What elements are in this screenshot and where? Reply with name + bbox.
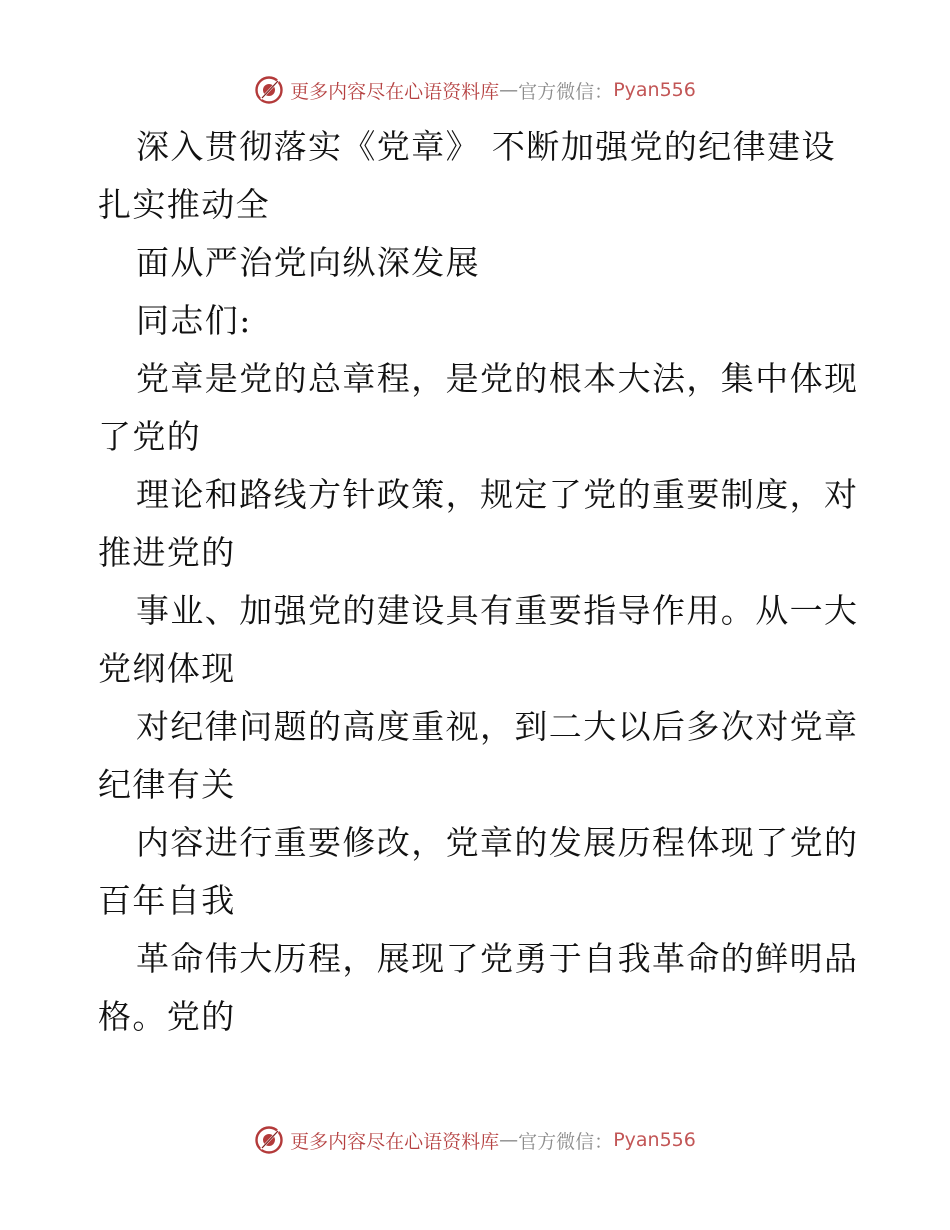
salutation: 同志们: (136, 301, 252, 340)
paragraph-line: 党纲体现 (98, 649, 236, 688)
footer-watermark (0, 1122, 950, 1158)
watermark-dash: — (499, 1129, 519, 1151)
paragraph-line: 内容进行重要修改，党章的发展历程体现了党的 (136, 823, 859, 862)
quill-seal-icon (254, 1125, 284, 1155)
watermark-wechat-label: 官方微信： (518, 1130, 614, 1153)
quill-seal-icon (254, 75, 284, 105)
document-title-line-3: 面从严治党向纵深发展 (136, 243, 480, 282)
paragraph-line: 理论和路线方针政策，规定了党的重要制度，对 (136, 475, 859, 514)
paragraph-line: 革命伟大历程，展现了党勇于自我革命的鲜明品 (136, 939, 859, 978)
paragraph-line: 事业、加强党的建设具有重要指导作用。从一大 (136, 591, 859, 630)
paragraph-line: 推进党的 (98, 533, 236, 572)
watermark-wechat-id: Pyan556 (613, 1129, 696, 1151)
paragraph-line: 了党的 (98, 417, 202, 456)
paragraph-line: 党章是党的总章程，是党的根本大法，集中体现 (136, 359, 859, 398)
document-title-line-2: 扎实推动全 (98, 185, 270, 224)
paragraph-line: 格。党的 (98, 997, 236, 1036)
paragraph-line: 百年自我 (98, 881, 236, 920)
watermark-wechat-label: 官方微信： (518, 80, 614, 103)
watermark-wechat-id: Pyan556 (613, 79, 696, 101)
document-title-line-1: 深入贯彻落实《党章》 不断加强党的纪律建设 (136, 127, 836, 166)
watermark-site-text: 更多内容尽在心语资料库 (290, 80, 500, 103)
watermark-dash: — (499, 79, 519, 101)
watermark-site-text: 更多内容尽在心语资料库 (290, 1130, 500, 1153)
document-body (98, 118, 858, 1046)
paragraph-line: 对纪律问题的高度重视，到二大以后多次对党章 (136, 707, 859, 746)
header-watermark (0, 72, 950, 108)
paragraph-line: 纪律有关 (98, 765, 236, 804)
